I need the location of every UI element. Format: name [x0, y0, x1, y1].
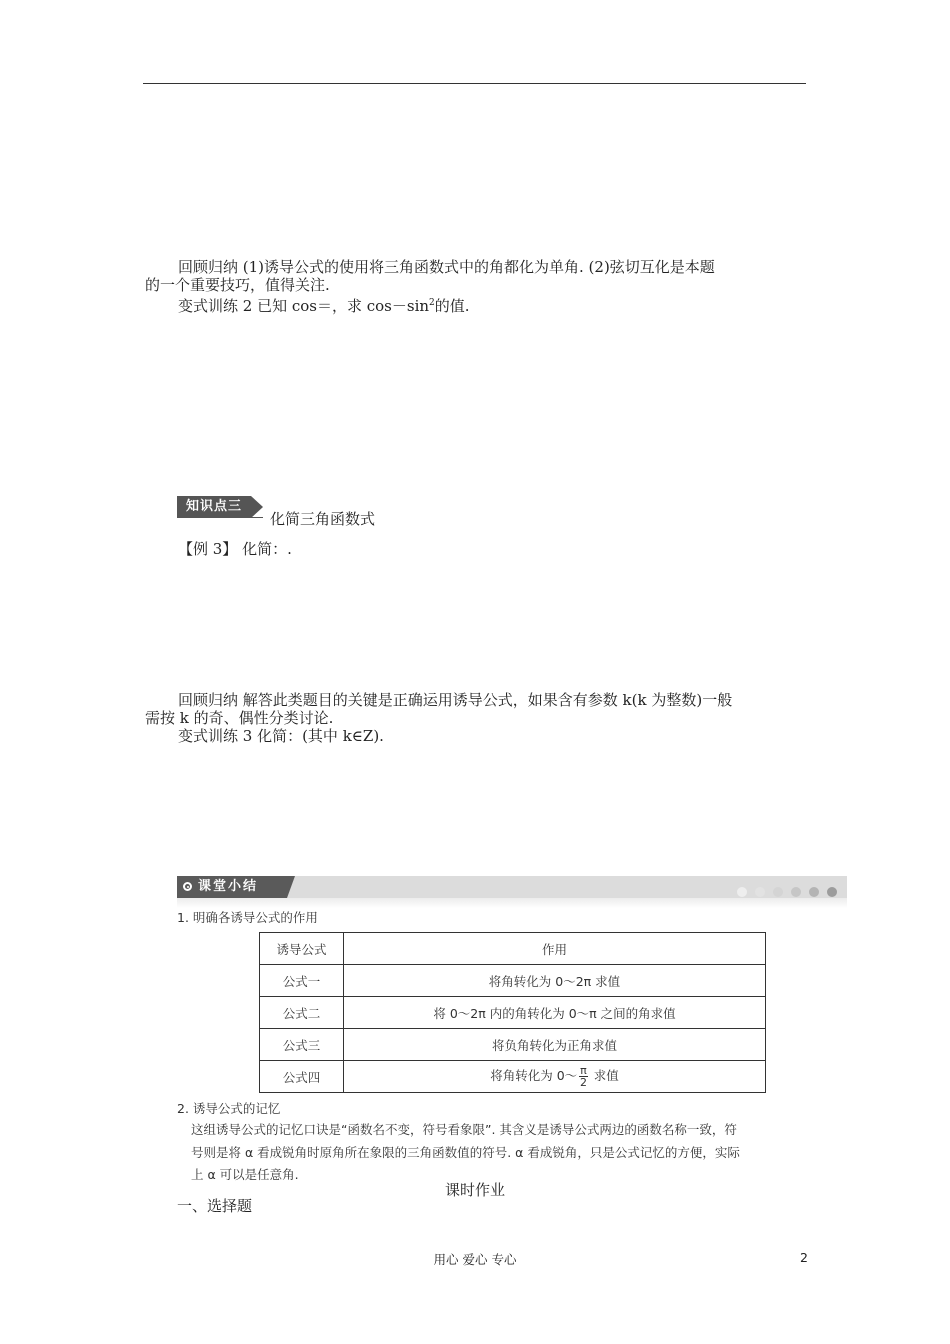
summary-item-1: 1. 明确各诱导公式的作用: [177, 910, 318, 925]
summary-banner-slope: [287, 876, 295, 898]
summary-banner-text: 课堂小结: [198, 879, 259, 894]
banner-dot-icon: [737, 887, 747, 897]
table-cell-name: 公式四: [260, 1061, 344, 1093]
table-cell-use: 将负角转化为正角求值: [344, 1029, 766, 1061]
footer-slogan: 用心 爱心 专心: [433, 1252, 517, 1267]
variant-2-text: 变式训练 2 已知 cos＝，求 cos－sin: [178, 297, 430, 315]
review-note-1-line2: 的一个重要技巧，值得关注.: [145, 276, 330, 294]
variant-exercise-2: [178, 294, 470, 316]
variant-2-tail: 的值.: [434, 297, 470, 315]
table-cell-use: 将角转化为 0～2π 求值: [344, 965, 766, 997]
banner-dot-icon: [809, 887, 819, 897]
table-cell-use-tail: 求值: [589, 1068, 619, 1083]
table-header-row: [260, 933, 766, 965]
table-row: [260, 997, 766, 1029]
summary-item-2: 2. 诱导公式的记忆: [177, 1101, 281, 1116]
section-title: 化简三角函数式: [270, 510, 376, 528]
variant-exercise-3: 变式训练 3 化简：(其中 k∈Z).: [178, 727, 384, 745]
section-tag-underline: [251, 517, 263, 518]
review-note-1-line1: 回顾归纳 (1)诱导公式的使用将三角函数式中的角都化为单角. (2)弦切互化是本题: [178, 258, 715, 276]
variant-2-superscript: 2: [429, 298, 435, 308]
example-3: 【例 3】 化简：.: [178, 540, 292, 558]
banner-dot-icon: [773, 887, 783, 897]
target-icon: [183, 882, 192, 891]
summary-banner: [177, 876, 847, 898]
page-number: 2: [800, 1250, 808, 1265]
banner-dot-icon: [755, 887, 765, 897]
formula-table: [259, 932, 766, 1093]
homework-title: 课时作业: [445, 1181, 506, 1199]
review-note-2-line2: 需按 k 的奇、偶性分类讨论.: [145, 709, 334, 727]
table-cell-use: 将 0～2π 内的角转化为 0～π 之间的角求值: [344, 997, 766, 1029]
table-row: [260, 1061, 766, 1093]
fraction-numerator: π: [580, 1064, 587, 1077]
memory-note-line3: 上 α 可以是任意角.: [191, 1167, 299, 1182]
section-tag-label: 知识点三: [177, 496, 251, 518]
banner-dot-icon: [827, 887, 837, 897]
table-cell-name: 公式一: [260, 965, 344, 997]
memory-note-line1: 这组诱导公式的记忆口诀是“函数名不变，符号看象限”. 其含义是诱导公式两边的函数名称一致，符: [191, 1122, 737, 1137]
memory-note-line2: 号则是将 α 看成锐角时原角所在象限的三角函数值的符号. α 看成锐角，只是公式记忆的方便，实际: [191, 1145, 740, 1160]
table-header-cell: 诱导公式: [260, 933, 344, 965]
pi-over-2-fraction: [579, 1065, 588, 1088]
summary-banner-label: [177, 876, 287, 898]
table-cell-use: [344, 1061, 766, 1093]
header-rule: [143, 83, 806, 84]
table-cell-name: 公式二: [260, 997, 344, 1029]
table-cell-name: 公式三: [260, 1029, 344, 1061]
summary-banner-shadow: [177, 898, 847, 908]
banner-dot-icon: [791, 887, 801, 897]
table-row: [260, 1029, 766, 1061]
homework-subtitle: 一、选择题: [177, 1197, 253, 1215]
table-header-cell: 作用: [344, 933, 766, 965]
review-note-2-line1: 回顾归纳 解答此类题目的关键是正确运用诱导公式，如果含有参数 k(k 为整数)一般: [178, 691, 733, 709]
table-row: [260, 965, 766, 997]
fraction-denominator: 2: [579, 1076, 587, 1089]
section-tag-arrow: [251, 496, 263, 518]
table-cell-use-text: 将角转化为 0～: [490, 1068, 578, 1083]
